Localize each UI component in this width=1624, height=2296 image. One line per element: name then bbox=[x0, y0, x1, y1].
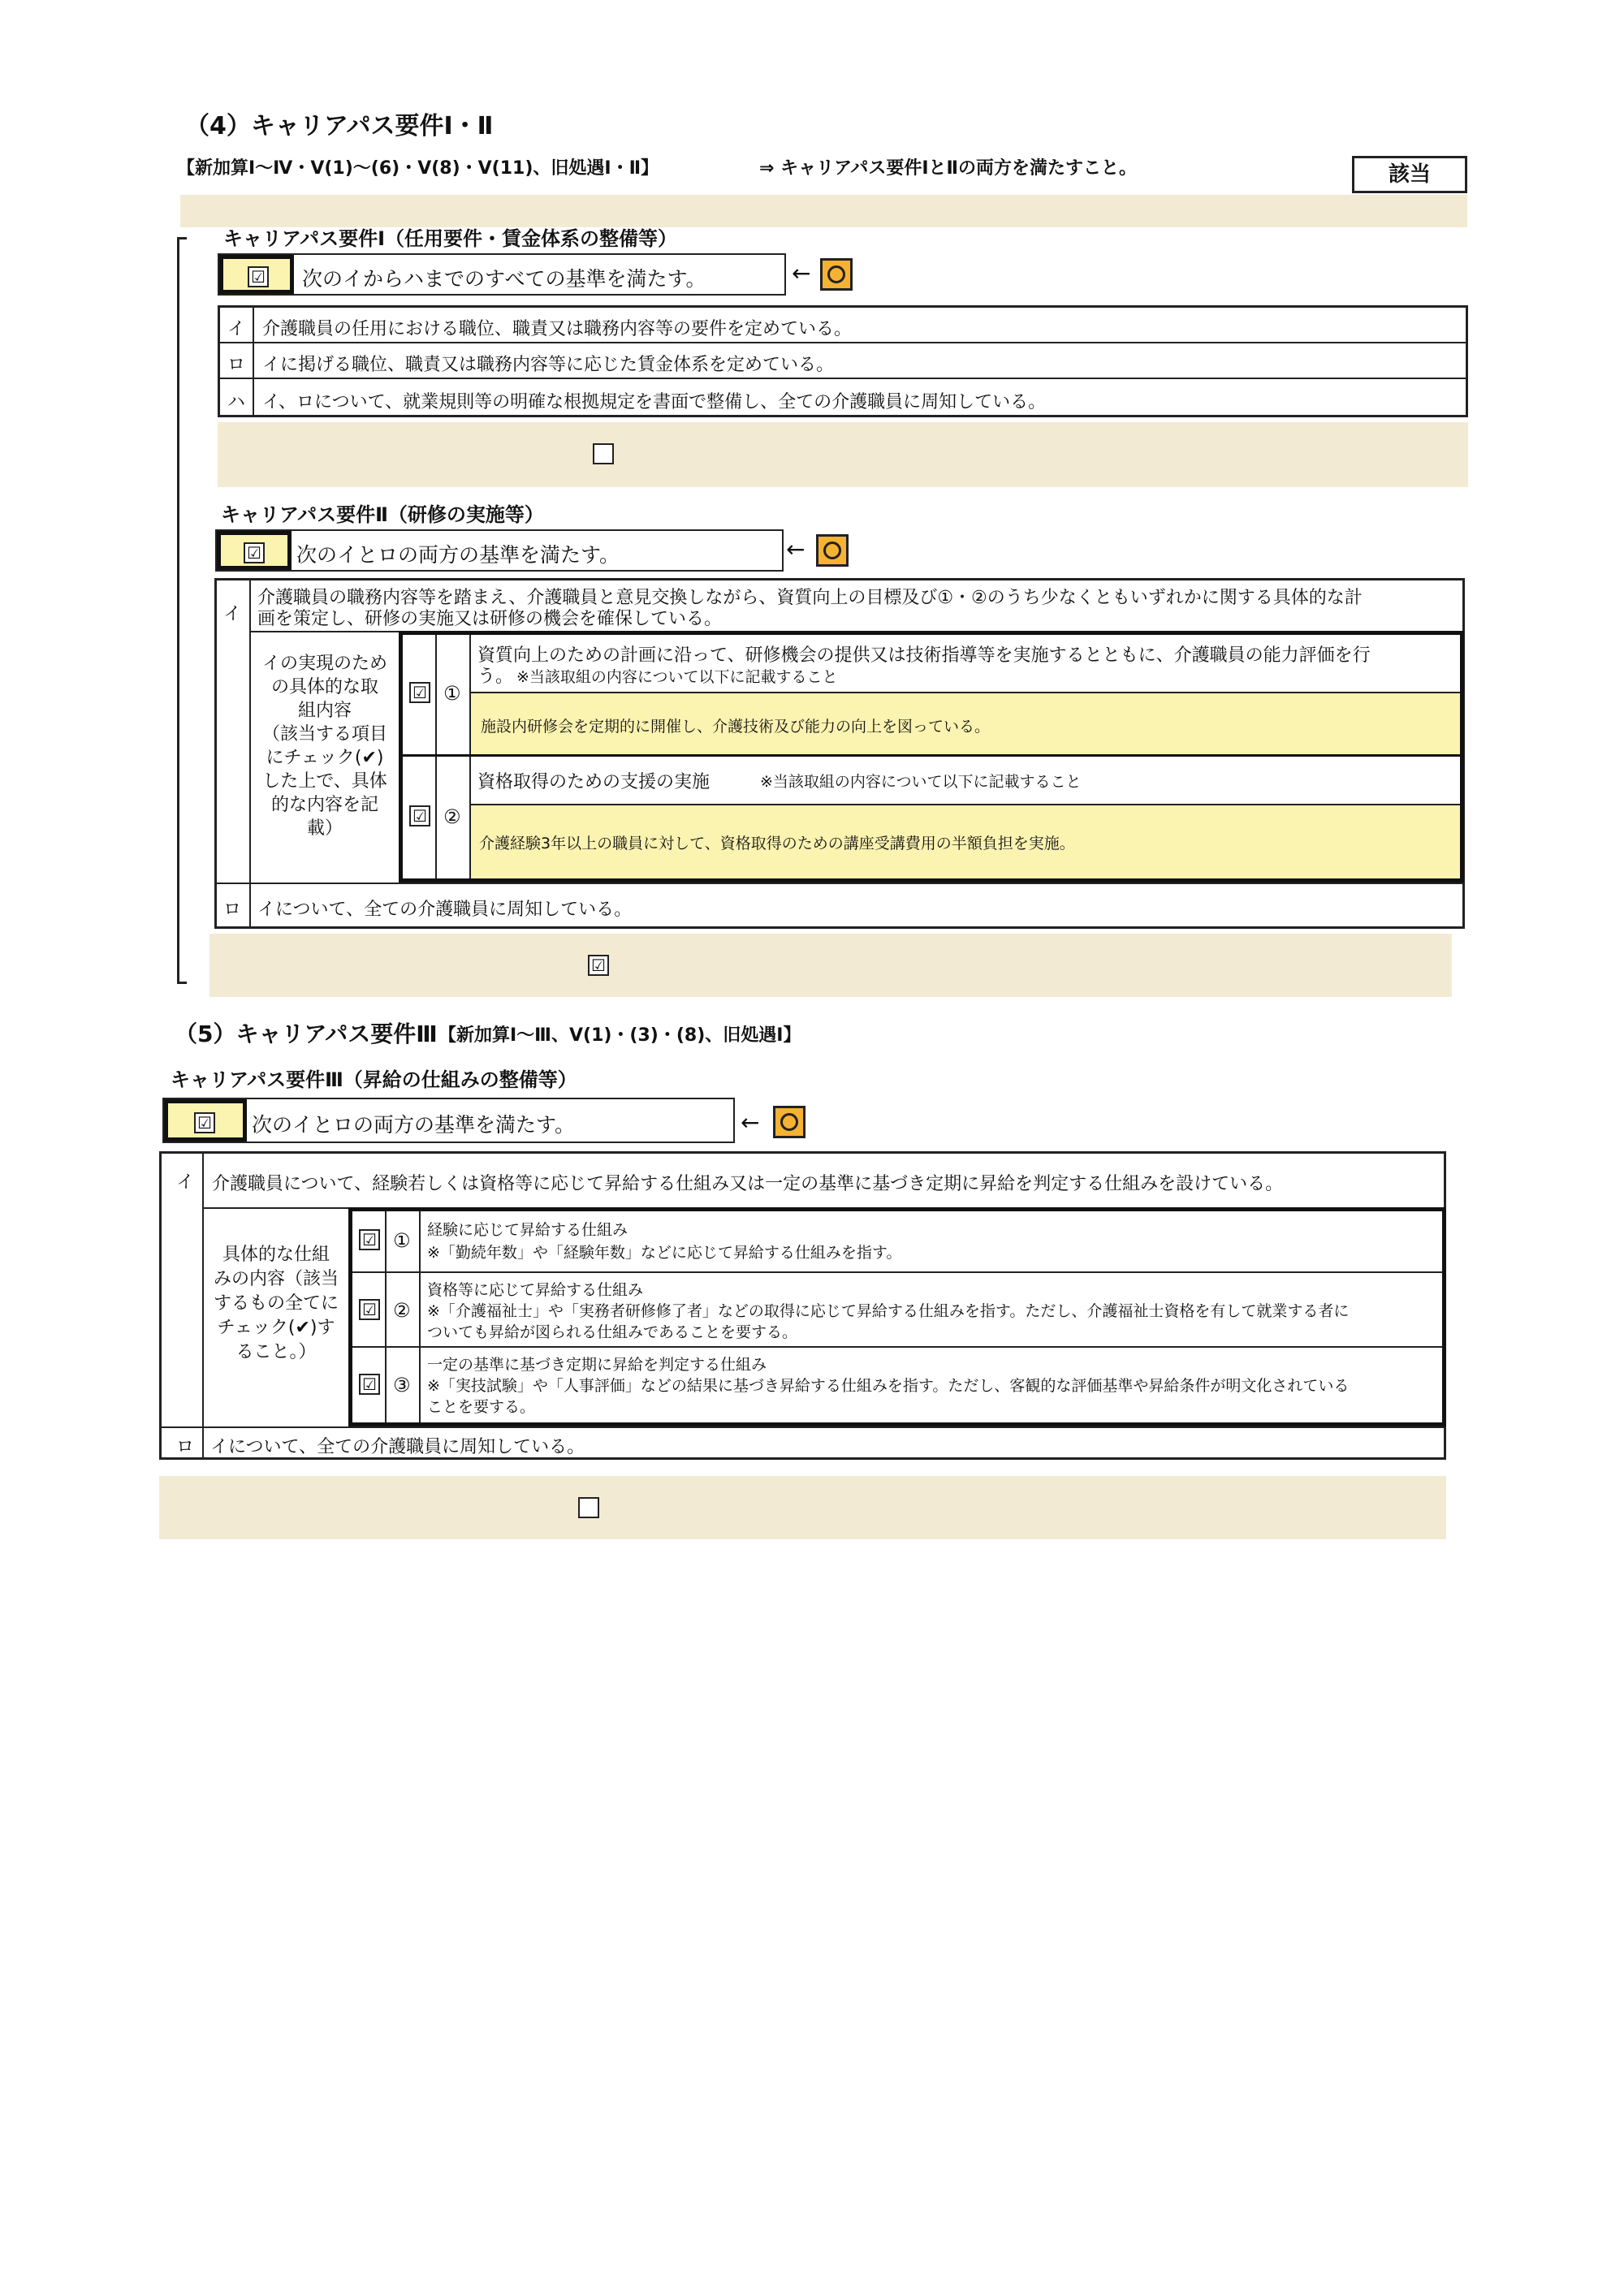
req3-item-2-number: ② bbox=[393, 1299, 411, 1322]
req3-answer-band bbox=[159, 1476, 1446, 1539]
req3-item-3-note-line1: ※「実技試験」や「人事評価」などの結果に基づき昇給する仕組みを指す。ただし、客観的な評価基準や昇給条件が明文化されている bbox=[427, 1377, 1350, 1395]
req3-item-2-title: 資格等に応じて昇給する仕組み bbox=[427, 1281, 644, 1299]
req2-side-label-cell bbox=[251, 631, 400, 883]
req3-i-key: イ bbox=[176, 1172, 195, 1193]
req1-row-ro bbox=[220, 343, 1466, 379]
req2-item-1-detail-field[interactable] bbox=[471, 692, 1460, 754]
divider bbox=[249, 884, 251, 926]
req3-item-2-note-line1: ※「介護福祉士」や「実務者研修修了者」などの取得に応じて昇給する仕組みを指す。ただし、介護福祉士資格を有して就業する者に bbox=[427, 1302, 1350, 1320]
req3-item-1-title: 経験に応じて昇給する仕組み bbox=[427, 1221, 628, 1239]
req3-item-3-title: 一定の基準に基づき定期に昇給を判定する仕組み bbox=[427, 1356, 767, 1374]
req3-arrow: ← bbox=[741, 1109, 760, 1136]
req1-row-ha bbox=[220, 379, 1466, 415]
req1-answer-checkbox[interactable] bbox=[593, 443, 614, 464]
req2-item-1-text-line2: う。 bbox=[477, 667, 514, 687]
req1-arrow: ← bbox=[792, 260, 811, 287]
req2-item-2-text: 資格取得のための支援の実施 bbox=[477, 772, 710, 792]
req3-item-1-number: ① bbox=[393, 1229, 411, 1252]
req2-arrow: ← bbox=[786, 536, 806, 563]
req2-item-2 bbox=[403, 757, 1460, 878]
req1-main-row bbox=[218, 253, 786, 296]
req3-ro-row bbox=[162, 1426, 1444, 1457]
req3-main-checkbox[interactable]: ☑ bbox=[194, 1112, 215, 1133]
req2-item-1 bbox=[403, 635, 1460, 757]
circle-mark-icon bbox=[780, 1113, 798, 1131]
divider bbox=[385, 1273, 387, 1346]
req3-result-circle bbox=[773, 1106, 806, 1138]
req3-ro-key: ロ bbox=[176, 1437, 195, 1457]
req2-table bbox=[214, 578, 1465, 929]
req1-answer-band bbox=[218, 422, 1468, 487]
req2-item-1-note: ※当該取組の内容について以下に記載すること bbox=[516, 668, 838, 686]
req1-row-i bbox=[220, 308, 1466, 343]
req3-side-label-cell bbox=[204, 1207, 350, 1426]
req2-result-circle bbox=[816, 534, 849, 567]
section4-title: （4）キャリアパス要件Ⅰ・Ⅱ bbox=[185, 112, 494, 140]
req1-main-checkbox-cell bbox=[219, 255, 294, 294]
divider bbox=[435, 635, 437, 754]
req3-item-3-number: ③ bbox=[393, 1374, 411, 1396]
req2-items-block bbox=[399, 631, 1464, 883]
req3-item-2-note-line2: ついても昇給が図られる仕組みであることを要する。 bbox=[427, 1323, 798, 1341]
circle-mark-icon bbox=[823, 542, 841, 559]
req1-table bbox=[218, 305, 1468, 417]
divider bbox=[385, 1348, 387, 1422]
req2-item-1-detail: 施設内研修会を定期的に開催し、介護技術及び能力の向上を図っている。 bbox=[481, 718, 991, 736]
divider bbox=[435, 757, 437, 878]
req1-main-label: 次のイからハまでのすべての基準を満たす。 bbox=[302, 267, 706, 291]
req2-item-1-number: ① bbox=[443, 682, 461, 705]
req3-i-text: 介護職員について、経験若しくは資格等に応じて昇給する仕組み又は一定の基準に基づき定期に昇給を判定する仕組みを設けている。 bbox=[212, 1174, 1284, 1194]
req3-side-label: 具体的な仕組 みの内容（該当 するもの全てに チェック(✔)す ること。） bbox=[213, 1245, 339, 1362]
divider bbox=[202, 1428, 204, 1457]
section5-title: （5）キャリアパス要件Ⅲ bbox=[175, 1021, 438, 1047]
section4-bracket bbox=[177, 237, 187, 984]
req2-ro-row bbox=[217, 883, 1462, 926]
req3-main-row bbox=[162, 1098, 735, 1143]
req3-item-2-checkbox[interactable]: ☑ bbox=[359, 1299, 380, 1320]
req2-ro-text: イについて、全ての介護職員に周知している。 bbox=[257, 900, 633, 920]
req3-title: キャリアパス要件Ⅲ（昇給の仕組みの整備等） bbox=[171, 1068, 577, 1091]
req3-main-checkbox-cell bbox=[164, 1099, 247, 1142]
req2-item-2-detail-field[interactable] bbox=[471, 804, 1460, 878]
req2-main-label: 次のイとロの両方の基準を満たす。 bbox=[296, 543, 620, 567]
status-box[interactable]: 該当 bbox=[1352, 156, 1467, 193]
req3-item-2 bbox=[352, 1273, 1442, 1348]
req2-item-2-checkbox[interactable]: ☑ bbox=[409, 805, 430, 826]
divider bbox=[253, 343, 254, 378]
req2-ro-key: ロ bbox=[223, 900, 242, 920]
req3-item-1-note: ※「勤続年数」や「経験年数」などに応じて昇給する仕組みを指す。 bbox=[427, 1244, 902, 1262]
divider bbox=[419, 1211, 421, 1271]
section5-reference: 【新加算Ⅰ～Ⅲ、Ⅴ(1)・(3)・(8)、旧処遇Ⅰ】 bbox=[438, 1025, 801, 1046]
req3-item-3-checkbox[interactable]: ☑ bbox=[359, 1374, 380, 1395]
req1-row-text: イ、ロについて、就業規則等の明確な根拠規定を書面で整備し、全ての介護職員に周知している。 bbox=[262, 392, 1047, 412]
req3-item-3 bbox=[352, 1348, 1442, 1422]
circle-mark-icon bbox=[827, 265, 845, 283]
req3-item-3-note-line2: ことを要する。 bbox=[427, 1398, 536, 1416]
section4-note: ⇒ キャリアパス要件ⅠとⅡの両方を満たすこと。 bbox=[759, 158, 1138, 179]
req2-answer-checkbox[interactable]: ☑ bbox=[588, 955, 609, 976]
req1-row-key: ハ bbox=[227, 392, 246, 412]
req3-item-1-checkbox[interactable]: ☑ bbox=[359, 1229, 380, 1250]
req1-row-key: イ bbox=[227, 319, 246, 339]
section4-reference: 【新加算Ⅰ～Ⅳ・Ⅴ(1)～(6)・Ⅴ(8)・Ⅴ(11)、旧処遇Ⅰ・Ⅱ】 bbox=[177, 158, 659, 179]
req1-row-text: 介護職員の任用における職位、職責又は職務内容等の要件を定めている。 bbox=[262, 319, 853, 339]
req2-i-key: イ bbox=[223, 604, 242, 624]
req2-i-text-line1: 介護職員の職務内容等を踏まえ、介護職員と意見交換しながら、資質向上の目標及び①・②のうち少なくともいずれかに関する具体的な計 bbox=[257, 588, 1363, 608]
req2-item-2-note: ※当該取組の内容について以下に記載すること bbox=[760, 773, 1082, 791]
req3-table bbox=[159, 1151, 1446, 1460]
req2-item-2-number: ② bbox=[443, 805, 461, 828]
divider bbox=[419, 1273, 421, 1346]
divider bbox=[253, 308, 254, 342]
req3-items-block bbox=[348, 1207, 1446, 1426]
req3-item-1 bbox=[352, 1211, 1442, 1273]
req1-row-text: イに掲げる職位、職責又は職務内容等に応じた賃金体系を定めている。 bbox=[262, 355, 835, 375]
req2-title: キャリアパス要件Ⅱ（研修の実施等） bbox=[221, 503, 544, 526]
divider bbox=[419, 1348, 421, 1422]
req2-item-1-checkbox[interactable]: ☑ bbox=[409, 682, 430, 703]
req1-main-checkbox[interactable]: ☑ bbox=[248, 266, 269, 287]
req2-item-2-detail: 介護経験3年以上の職員に対して、資格取得のための講座受講費用の半額負担を実施。 bbox=[479, 835, 1075, 852]
req1-row-key: ロ bbox=[227, 355, 246, 375]
divider bbox=[385, 1211, 387, 1271]
req2-i-text-line2: 画を策定し、研修の実施又は研修の機会を確保している。 bbox=[257, 609, 723, 629]
req2-main-checkbox[interactable]: ☑ bbox=[244, 542, 265, 563]
req3-main-label: 次のイとロの両方の基準を満たす。 bbox=[252, 1113, 576, 1137]
req3-answer-checkbox[interactable] bbox=[578, 1497, 599, 1518]
req2-main-checkbox-cell bbox=[217, 531, 292, 570]
req2-answer-band bbox=[209, 934, 1452, 997]
divider bbox=[253, 379, 254, 415]
req1-result-circle bbox=[820, 258, 853, 291]
req2-item-1-text-line1: 資質向上のための計画に沿って、研修機会の提供又は技術指導等を実施するとともに、介護職員の能力評価を行 bbox=[477, 645, 1371, 666]
req3-ro-text: イについて、全ての介護職員に周知している。 bbox=[210, 1437, 585, 1457]
req2-side-label: イの実現のため の具体的な取 組内容 （該当する項目 にチェック(✔) した上で、具体 的な内容を記 載） bbox=[261, 654, 387, 839]
req2-main-row bbox=[215, 529, 784, 572]
req1-title: キャリアパス要件Ⅰ（任用要件・賃金体系の整備等） bbox=[223, 227, 678, 250]
